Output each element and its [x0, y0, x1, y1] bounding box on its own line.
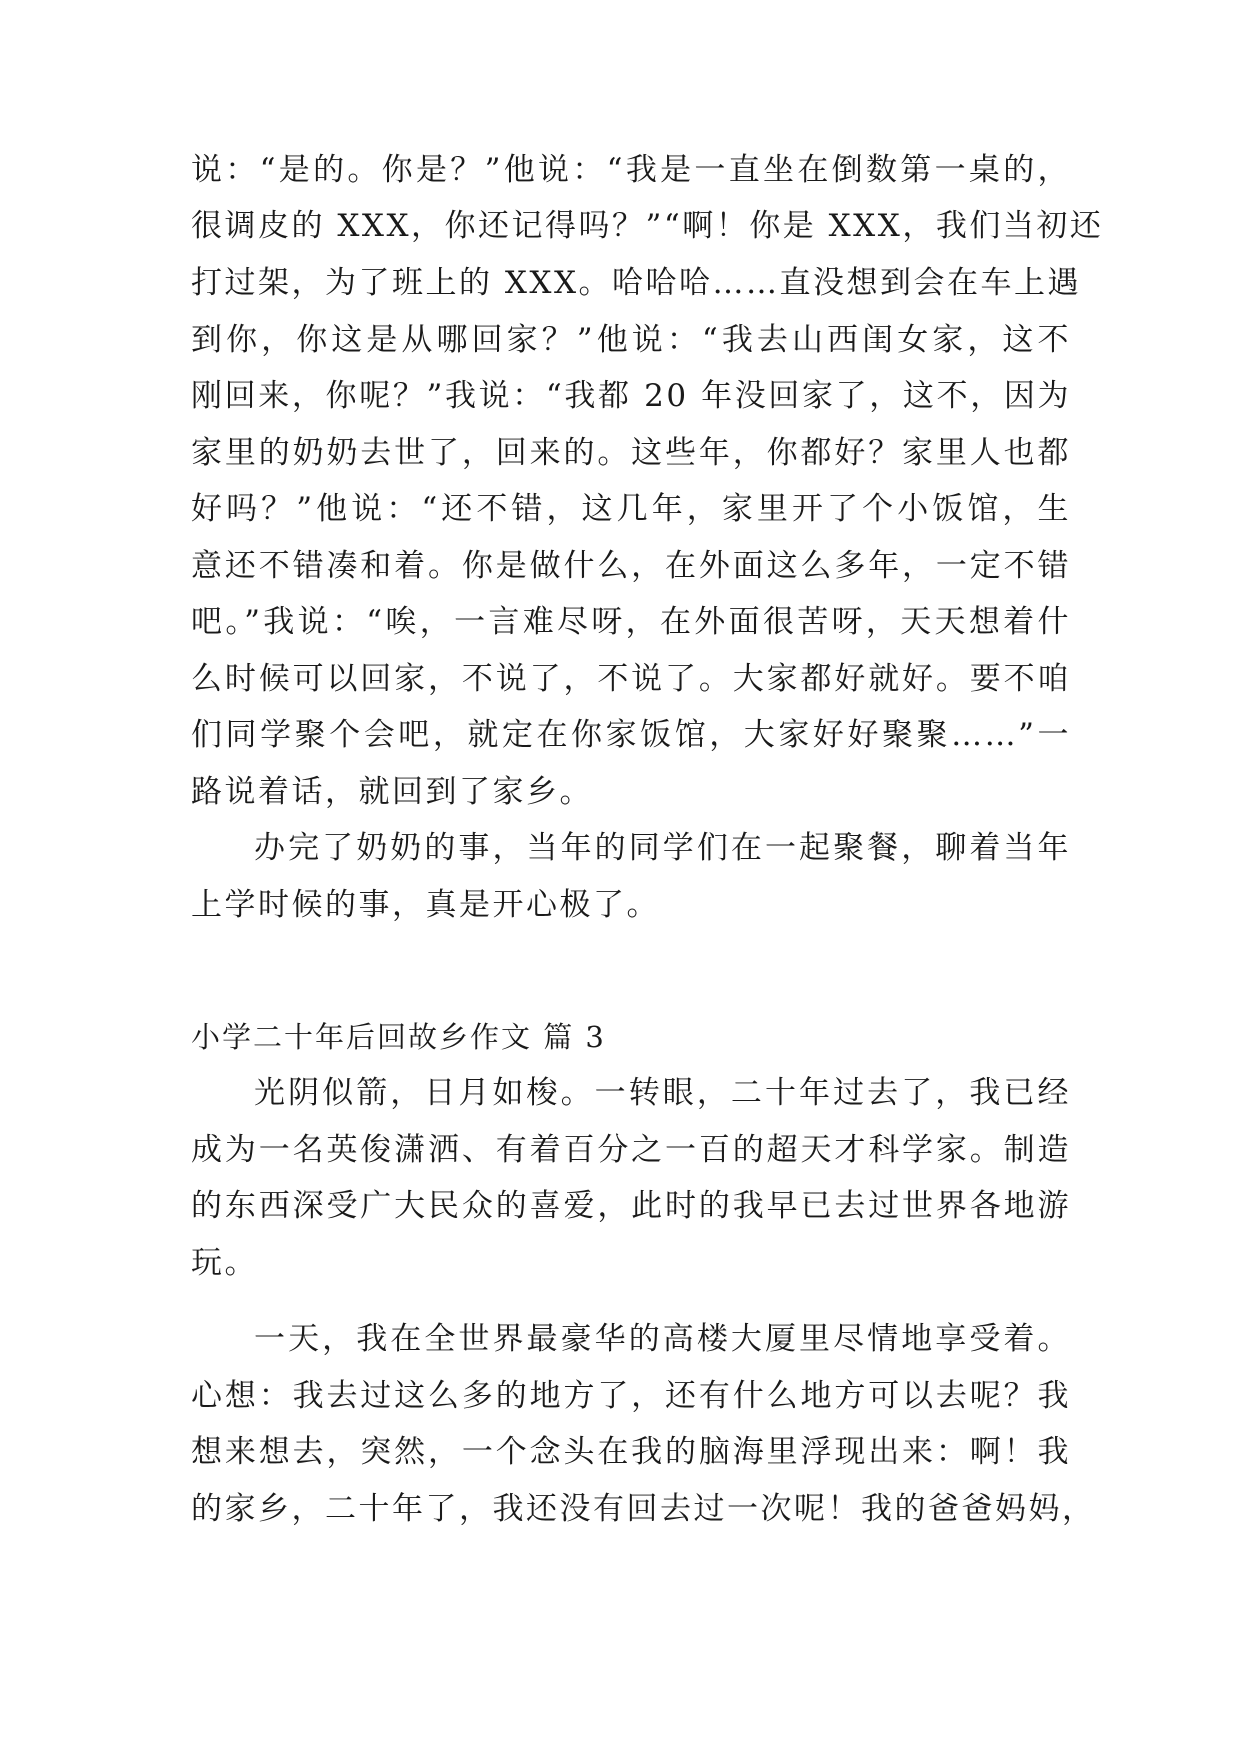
paragraph-line: 好吗？”他说：“还不错，这几年，家里开了个小饭馆，生 — [191, 491, 1071, 527]
paragraph-line: 打过架，为了班上的 XXX。哈哈哈……直没想到会在车上遇 — [191, 265, 1082, 301]
paragraph-line: 的东西深受广大民众的喜爱，此时的我早已去过世界各地游 — [191, 1188, 1071, 1224]
paragraph-line: 刚回来，你呢？”我说：“我都 20 年没回家了，这不，因为 — [191, 378, 1071, 414]
paragraph-line: 们同学聚个会吧，就定在你家饭馆，大家好好聚聚……”一 — [191, 717, 1071, 753]
paragraph-line: 一天，我在全世界最豪华的高楼大厦里尽情地享受着。 — [254, 1321, 1071, 1357]
paragraph-line: 玩。 — [191, 1245, 258, 1281]
paragraph-line: 光阴似箭，日月如梭。一转眼，二十年过去了，我已经 — [254, 1075, 1071, 1111]
paragraph-line: 上学时候的事，真是开心极了。 — [191, 887, 660, 923]
paragraph-line: 么时候可以回家，不说了，不说了。大家都好就好。要不咱 — [191, 661, 1071, 697]
paragraph-line: 成为一名英俊潇洒、有着百分之一百的超天才科学家。制造 — [191, 1132, 1071, 1168]
paragraph-line: 很调皮的 XXX，你还记得吗？”“啊！你是 XXX，我们当初还 — [191, 208, 1104, 244]
paragraph-line: 意还不错凑和着。你是做什么，在外面这么多年，一定不错 — [191, 548, 1071, 584]
paragraph-line: 到你，你这是从哪回家？”他说：“我去山西闺女家，这不 — [191, 322, 1071, 358]
paragraph-line: 想来想去，突然，一个念头在我的脑海里浮现出来：啊！我 — [191, 1434, 1071, 1470]
paragraph-line: 办完了奶奶的事，当年的同学们在一起聚餐，聊着当年 — [254, 830, 1071, 866]
paragraph-line: 路说着话，就回到了家乡。 — [191, 774, 593, 810]
paragraph-line: 家里的奶奶去世了，回来的。这些年，你都好？家里人也都 — [191, 435, 1071, 471]
paragraph-line: 的家乡，二十年了，我还没有回去过一次呢！我的爸爸妈妈， — [191, 1491, 1096, 1527]
paragraph-line: 吧。”我说：“唉，一言难尽呀，在外面很苦呀，天天想着什 — [191, 604, 1071, 640]
paragraph-line: 说：“是的。你是？”他说：“我是一直坐在倒数第一桌的， — [191, 152, 1071, 188]
paragraph-line: 心想：我去过这么多的地方了，还有什么地方可以去呢？我 — [191, 1378, 1071, 1414]
section-heading: 小学二十年后回故乡作文 篇 3 — [191, 1020, 606, 1054]
